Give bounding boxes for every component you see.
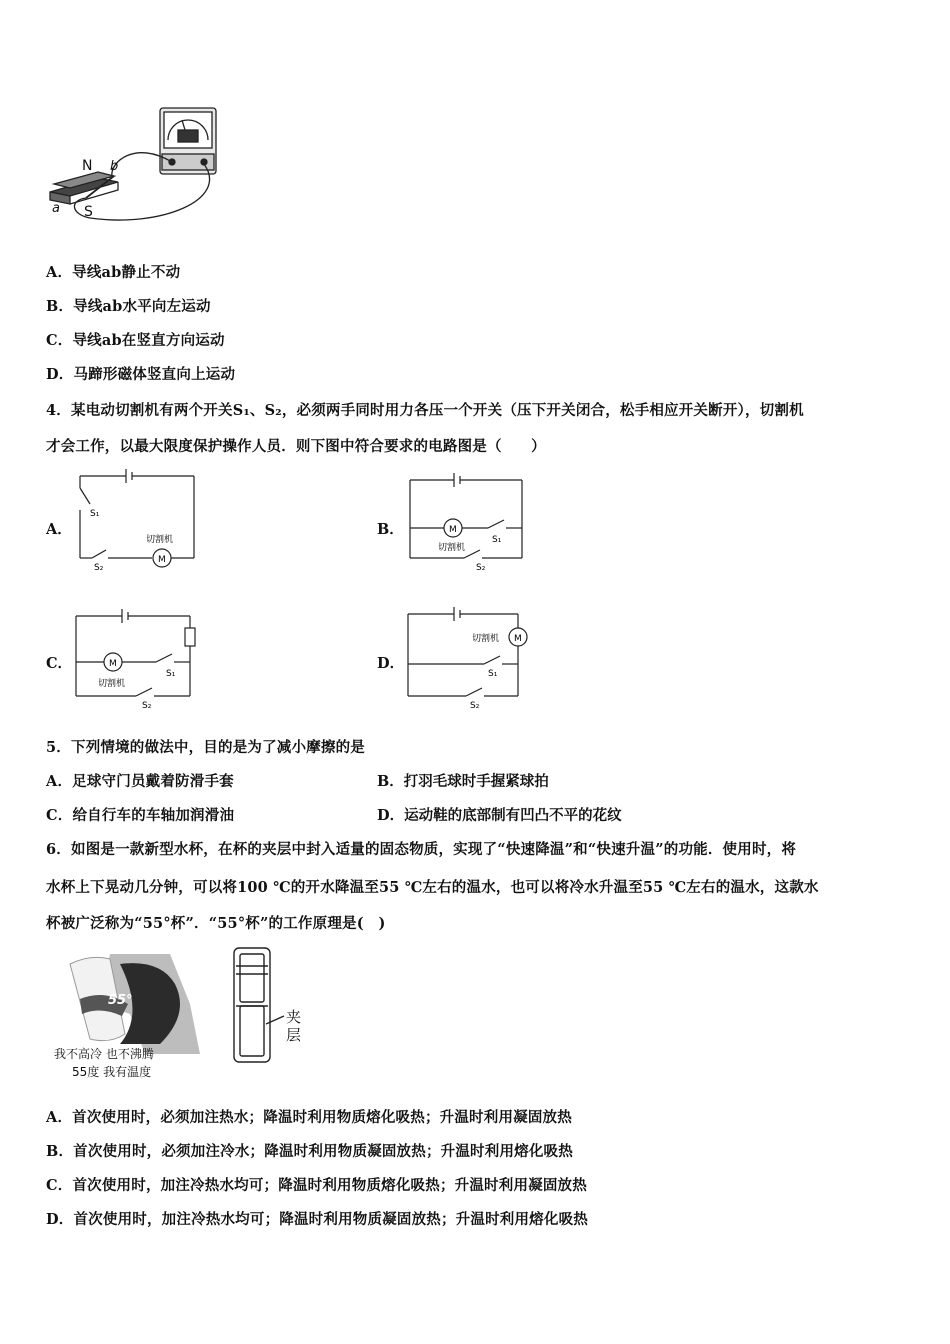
q5-option-b-text: 打羽毛球时手握紧球拍 xyxy=(403,773,549,790)
q5-option-c-text: 给自行车的车轴加润滑油 xyxy=(72,807,235,824)
circuit-c-s1: S₁ xyxy=(166,669,176,679)
circuit-c-s2: S₂ xyxy=(142,701,152,711)
q3-option-b-text: 导线ab水平向左运动 xyxy=(73,298,211,315)
q3-option-b[interactable] xyxy=(46,295,211,316)
q6-option-c-letter: C． xyxy=(46,1177,73,1194)
circuit-b xyxy=(400,470,540,575)
circuit-b-s2: S₂ xyxy=(476,563,486,573)
q6-stem-line3: 杯被广泛称为“55°杯”．“55°杯”的工作原理是( ) xyxy=(46,915,386,932)
circuit-c-motor: M xyxy=(109,659,117,669)
circuit-a-s1: S₁ xyxy=(90,509,100,519)
q5-option-c-letter: C． xyxy=(46,807,73,824)
q4-stem-line2: 才会工作，以最大限度保护操作人员．则下图中符合要求的电路图是（ ） xyxy=(46,438,546,455)
cup-photo xyxy=(50,944,210,1084)
magnet-s-label: S xyxy=(84,204,93,220)
q3-option-a[interactable] xyxy=(46,261,180,282)
q4-option-b-label[interactable]: B． xyxy=(377,521,404,538)
q3-option-c[interactable] xyxy=(46,329,225,350)
q3-option-c-text: 导线ab在竖直方向运动 xyxy=(72,332,225,349)
q4-option-a-label[interactable]: A． xyxy=(46,521,72,538)
layer-label-line2: 层 xyxy=(286,1026,302,1044)
cup-number: 55° xyxy=(108,993,133,1008)
q6-stem-line1: 6．如图是一款新型水杯，在杯的夹层中封入适量的固态物质，实现了“快速降温”和“快速升温”的功能．使用时，将 xyxy=(46,841,797,858)
q4-stem-line1: 4．某电动切割机有两个开关S₁、S₂，必须两手同时用力各压一个开关（压下开关闭合，松手相应开关断开），切割机 xyxy=(46,402,804,419)
q4-option-c-label[interactable]: C． xyxy=(46,655,73,672)
q6-option-b-letter: B． xyxy=(46,1143,74,1160)
q6-option-d[interactable] xyxy=(46,1208,588,1229)
q3-option-b-letter: B． xyxy=(46,298,74,315)
q6-option-d-text: 首次使用时，加注冷热水均可；降温时利用物质凝固放热；升温时利用熔化吸热 xyxy=(73,1211,588,1228)
q5-stem: 5．下列情境的做法中，目的是为了减小摩擦的是 xyxy=(46,739,365,756)
circuit-d-s1: S₁ xyxy=(488,669,498,679)
galvanometer-magnet-figure xyxy=(40,100,230,230)
q4-option-d-label[interactable]: D． xyxy=(377,655,405,672)
q5-option-a-letter: A． xyxy=(46,773,73,790)
circuit-a-cutter: 切割机 xyxy=(146,535,174,545)
q6-option-c[interactable] xyxy=(46,1174,587,1195)
q5-option-c[interactable] xyxy=(46,804,234,825)
cup-cross-section xyxy=(228,944,318,1068)
q3-option-a-text: 导线ab静止不动 xyxy=(72,264,181,281)
q6-option-a-letter: A． xyxy=(46,1109,73,1126)
circuit-b-s1: S₁ xyxy=(492,535,502,545)
q6-stem-line2: 水杯上下晃动几分钟，可以将100 ℃的开水降温至55 ℃左右的温水，也可以将冷水升温至55 ℃左右的温水，这款水 xyxy=(46,879,819,896)
circuit-d-motor: M xyxy=(514,634,522,644)
q5-option-a-text: 足球守门员戴着防滑手套 xyxy=(72,773,234,790)
q5-option-d[interactable] xyxy=(377,804,622,825)
photo-caption-line1: 我不高冷 也不沸腾 xyxy=(54,1047,154,1061)
circuit-a-motor: M xyxy=(158,555,166,565)
q3-option-d[interactable] xyxy=(46,363,235,384)
magnet-n-label: N xyxy=(82,158,93,174)
q5-option-b-letter: B． xyxy=(377,773,404,790)
wire-a-label: a xyxy=(52,201,60,216)
circuit-b-cutter: 切割机 xyxy=(438,543,466,553)
q6-option-d-letter: D． xyxy=(46,1211,74,1228)
q6-option-c-text: 首次使用时，加注冷热水均可；降温时利用物质熔化吸热；升温时利用凝固放热 xyxy=(72,1177,587,1194)
circuit-d-s2: S₂ xyxy=(470,701,480,711)
circuit-c-cutter: 切割机 xyxy=(98,679,126,689)
q5-option-b[interactable] xyxy=(377,770,549,791)
q6-option-b[interactable] xyxy=(46,1140,573,1161)
q5-option-d-letter: D． xyxy=(377,807,405,824)
q3-option-c-letter: C． xyxy=(46,332,73,349)
wire-b-label: b xyxy=(110,159,119,174)
layer-label-line1: 夹 xyxy=(286,1008,302,1026)
q5-option-d-text: 运动鞋的底部制有凹凸不平的花纹 xyxy=(404,807,622,824)
circuit-d xyxy=(400,600,540,712)
circuit-b-motor: M xyxy=(449,525,457,535)
q6-option-b-text: 首次使用时，必须加注冷水；降温时利用物质凝固放热；升温时利用熔化吸热 xyxy=(73,1143,573,1160)
circuit-a xyxy=(70,466,210,576)
circuit-a-s2: S₂ xyxy=(94,563,104,573)
circuit-c xyxy=(70,602,210,714)
q3-option-a-letter: A． xyxy=(46,264,73,281)
circuit-d-cutter: 切割机 xyxy=(472,634,500,644)
q3-option-d-letter: D． xyxy=(46,366,74,383)
q6-option-a-text: 首次使用时，必须加注热水；降温时利用物质熔化吸热；升温时利用凝固放热 xyxy=(72,1109,572,1126)
q6-option-a[interactable] xyxy=(46,1106,572,1127)
photo-caption-line2: 55度 我有温度 xyxy=(72,1065,152,1079)
q3-option-d-text: 马蹄形磁体竖直向上运动 xyxy=(73,366,236,383)
q5-option-a[interactable] xyxy=(46,770,234,791)
